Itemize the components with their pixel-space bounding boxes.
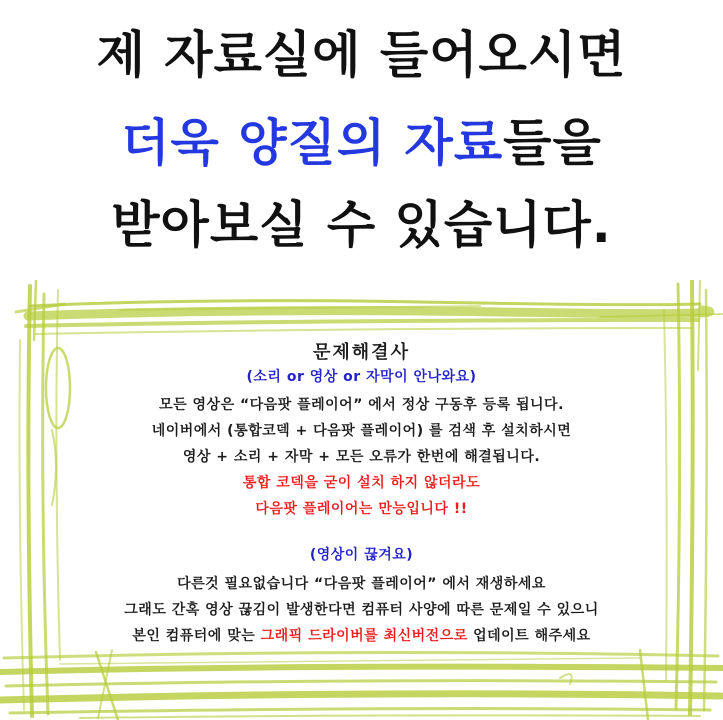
box-title: 문제해결사 xyxy=(313,342,410,363)
section1-line3: 영상 + 소리 + 자막 + 모든 오류가 한번에 해결됩니다. xyxy=(182,449,541,465)
headline-line1: 제 자료실에 들어오시면 xyxy=(96,26,627,84)
headline-line3: 받아보실 수 있습니다. xyxy=(111,196,612,254)
headline-line2-black-part: 들을 xyxy=(503,114,602,172)
section1-heading: (소리 or 영상 or 자막이 안나와요) xyxy=(246,369,477,385)
section2-line3 xyxy=(0,627,723,645)
section2-line3-suffix: 업데이트 해주세요 xyxy=(467,628,591,644)
section1-line2: 네이버에서 (통합코덱 + 다음팟 플레이어) 를 검색 후 설치하시면 xyxy=(151,423,572,439)
section2-line3-prefix: 본인 컴퓨터에 맞는 xyxy=(132,628,261,644)
section1-line1: 모든 영상은 “다음팟 플레이어” 에서 정상 구동후 등록 됩니다. xyxy=(159,397,564,413)
section2-heading: (영상이 끊겨요) xyxy=(309,547,414,563)
section2-line3-red-part: 그래픽 드라이버를 최신버전으로 xyxy=(260,628,468,644)
section2-line1: 다른것 필요없습니다 “다음팟 플레이어” 에서 재생하세요 xyxy=(177,576,546,592)
section1-red-line1: 통합 코덱을 굳이 설치 하지 않더라도 xyxy=(242,475,481,491)
section1-red-line2: 다음팟 플레이어는 만능입니다 !! xyxy=(255,501,468,517)
headline-line2-blue-part: 더욱 양질의 자료 xyxy=(121,114,504,172)
section2-line2: 그래도 간혹 영상 끊김이 발생한다면 컴퓨터 사양에 따른 문제일 수 있으니 xyxy=(124,602,599,618)
headline-line2 xyxy=(0,112,723,174)
